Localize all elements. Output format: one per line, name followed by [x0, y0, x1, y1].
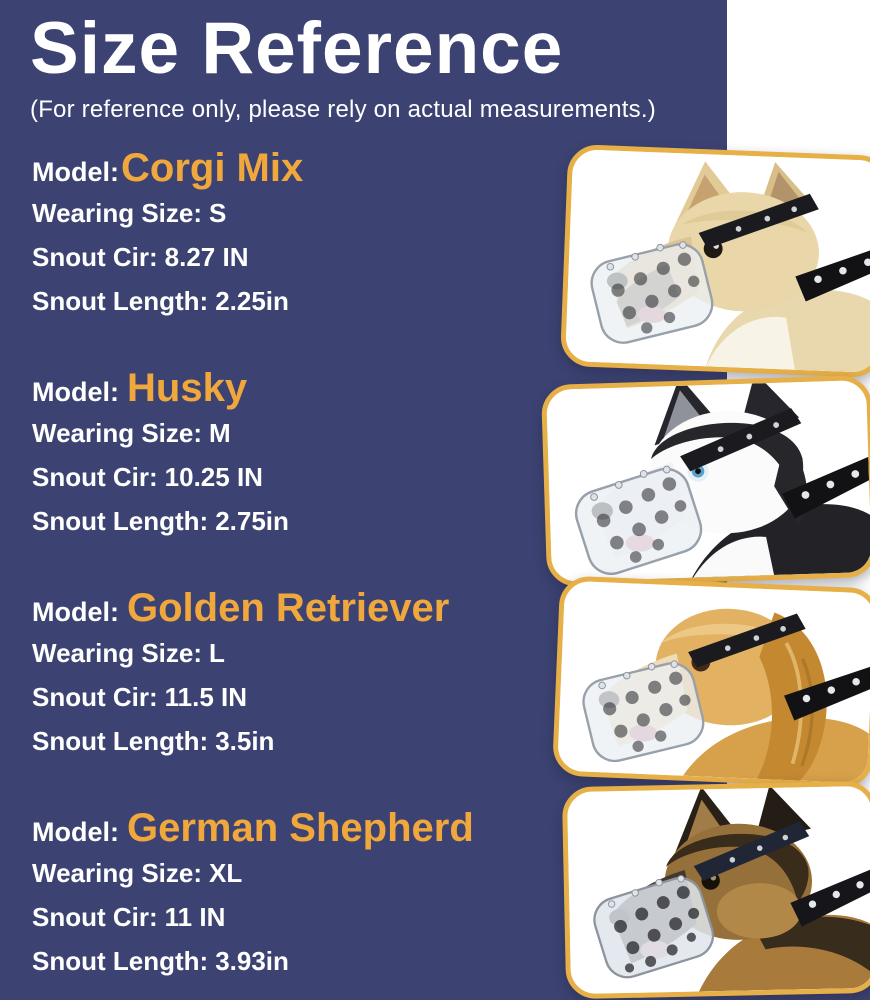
corgi-mix-photo-illustration	[565, 149, 870, 373]
golden-retriever-photo-illustration	[557, 581, 870, 784]
wearing-size-line	[32, 858, 502, 889]
wearing-size-label: Wearing Size:	[32, 858, 203, 888]
model-label: Model:	[32, 157, 119, 187]
model-label: Model:	[32, 377, 119, 407]
model-row	[32, 806, 502, 850]
wearing-size-line	[32, 638, 502, 669]
model-name: Golden Retriever	[127, 586, 450, 630]
snout-length-value: 2.75in	[215, 506, 289, 536]
snout-length-line	[32, 946, 502, 977]
spec-german-shepherd	[32, 806, 502, 990]
snout-cir-line	[32, 682, 502, 713]
snout-length-value: 3.93in	[215, 946, 289, 976]
wearing-size-label: Wearing Size:	[32, 198, 203, 228]
wearing-size-line	[32, 418, 502, 449]
header	[30, 4, 656, 126]
photo-card-golden-retriever	[552, 575, 870, 788]
snout-cir-value: 10.25 IN	[164, 462, 263, 492]
model-name: German Shepherd	[127, 806, 474, 850]
snout-cir-line	[32, 462, 502, 493]
husky-photo-illustration	[546, 380, 870, 582]
page-title: Size Reference	[30, 8, 564, 89]
snout-length-value: 3.5in	[215, 726, 275, 756]
snout-cir-value: 11 IN	[164, 902, 226, 932]
model-name: Husky	[127, 366, 248, 410]
wearing-size-label: Wearing Size:	[32, 638, 203, 668]
snout-length-line	[32, 726, 502, 757]
snout-cir-value: 8.27 IN	[164, 242, 249, 272]
wearing-size-value: S	[209, 198, 227, 228]
snout-length-label: Snout Length:	[32, 946, 209, 976]
model-name: Corgi Mix	[121, 146, 304, 190]
snout-cir-label: Snout Cir:	[32, 682, 158, 712]
page-subtitle: (For reference only, please rely on actual measurements.)	[30, 96, 656, 123]
photo-card-corgi-mix	[560, 144, 870, 378]
snout-length-label: Snout Length:	[32, 286, 209, 316]
photo-card-german-shepherd	[562, 781, 870, 1000]
snout-cir-line	[32, 902, 502, 933]
snout-length-value: 2.25in	[215, 286, 289, 316]
german-shepherd-photo-illustration	[567, 786, 870, 994]
snout-cir-line	[32, 242, 502, 273]
snout-cir-value: 11.5 IN	[164, 682, 248, 712]
wearing-size-value: L	[209, 638, 225, 668]
wearing-size-value: XL	[209, 858, 243, 888]
snout-length-line	[32, 506, 502, 537]
wearing-size-label: Wearing Size:	[32, 418, 203, 448]
snout-length-line	[32, 286, 502, 317]
spec-husky	[32, 366, 502, 550]
model-row	[32, 146, 502, 190]
spec-golden-retriever	[32, 586, 502, 770]
snout-cir-label: Snout Cir:	[32, 902, 158, 932]
wearing-size-value: M	[209, 418, 231, 448]
model-label: Model:	[32, 597, 119, 627]
model-row	[32, 366, 502, 410]
snout-cir-label: Snout Cir:	[32, 242, 158, 272]
model-label: Model:	[32, 817, 119, 847]
wearing-size-line	[32, 198, 502, 229]
model-row	[32, 586, 502, 630]
photo-card-husky	[541, 375, 870, 587]
snout-length-label: Snout Length:	[32, 506, 209, 536]
snout-length-label: Snout Length:	[32, 726, 209, 756]
spec-corgi-mix	[32, 146, 502, 330]
snout-cir-label: Snout Cir:	[32, 462, 158, 492]
